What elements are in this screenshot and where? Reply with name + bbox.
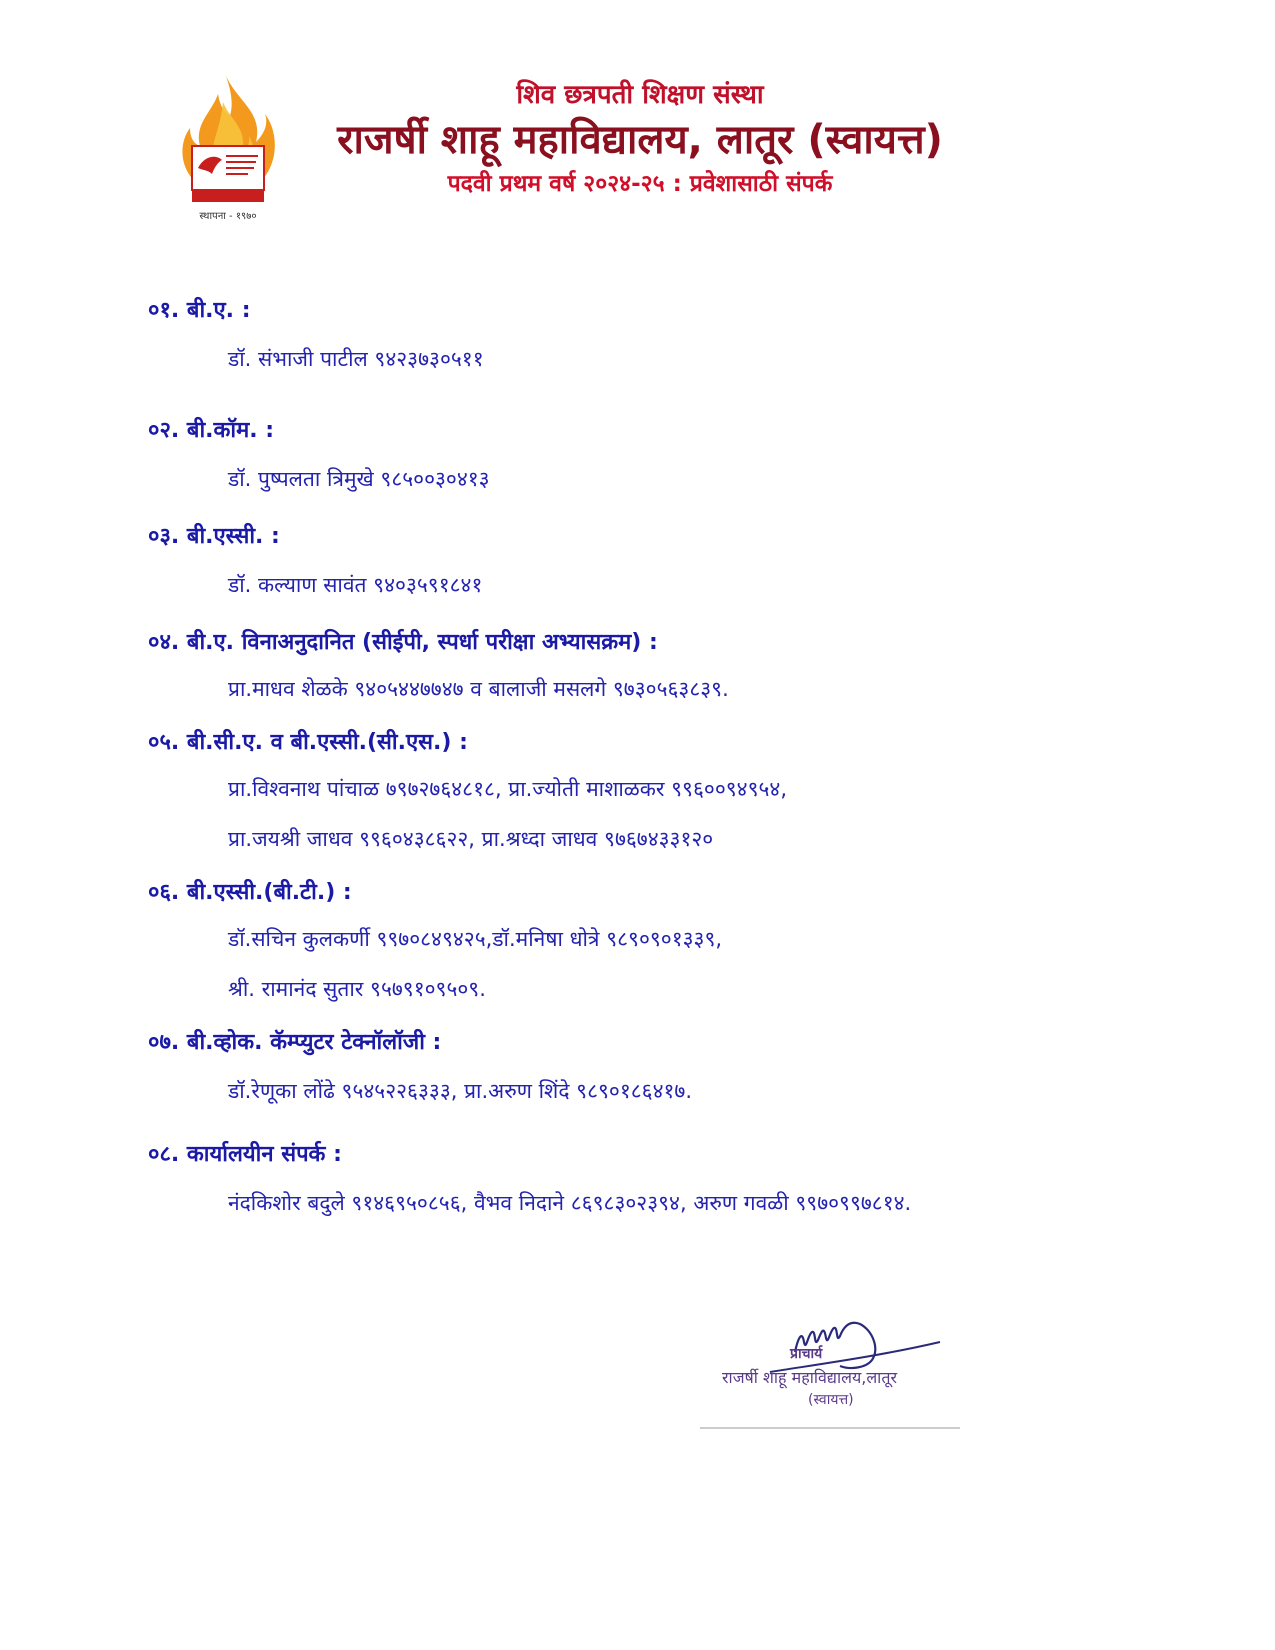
signature-title: प्राचार्य: [790, 1346, 823, 1362]
org-name: शिव छत्रपती शिक्षण संस्था: [516, 80, 764, 110]
contact-entry: [148, 522, 1148, 628]
handwritten-signature-icon: [700, 1290, 1000, 1440]
entry-heading: ०७. बी.व्होक. कॅम्प्युटर टेक्नॉलॉजी :: [148, 1030, 442, 1055]
entry-heading: ०१. बी.ए. :: [148, 298, 251, 323]
flame-emblem-icon: [168, 72, 288, 212]
title-block: [300, 78, 980, 200]
entry-heading: ०८. कार्यालयीन संपर्क :: [148, 1142, 342, 1167]
contact-entry: [148, 878, 1148, 1028]
entry-heading: ०२. बी.कॉम. :: [148, 418, 275, 443]
entry-contact-line: प्रा.जयश्री जाधव ९९६०४३८६२२, प्रा.श्रध्दा जाधव ९७६७४३३१२०: [228, 827, 714, 851]
contact-entry: [148, 296, 1148, 416]
letterhead: [0, 0, 1275, 260]
entry-heading: ०६. बी.एस्सी.(बी.टी.) :: [148, 880, 352, 905]
entry-contact-line: डॉ. कल्याण सावंत ९४०३५९१८४१: [228, 573, 483, 597]
entry-heading: ०३. बी.एस्सी. :: [148, 524, 280, 549]
contact-entry: [148, 728, 1148, 878]
entry-contact-line: डॉ. संभाजी पाटील ९४२३७३०५११: [228, 347, 484, 371]
entry-heading: ०४. बी.ए. विनाअनुदानित (सीईपी, स्पर्धा परीक्षा अभ्यासक्रम) :: [148, 630, 658, 655]
page-subtitle: पदवी प्रथम वर्ष २०२४-२५ : प्रवेशासाठी संपर्क: [447, 171, 833, 197]
entry-contact-line: प्रा.विश्वनाथ पांचाळ ७९७२७६४८१८, प्रा.ज्योती माशाळकर ९९६००९४९५४,: [228, 777, 788, 801]
signature-block: [700, 1290, 1000, 1440]
college-name: राजर्षी शाहू महाविद्यालय, लातूर (स्वायत्त): [337, 117, 943, 163]
entry-contact-line: डॉ.सचिन कुलकर्णी ९९७०८४९४२५,डॉ.मनिषा धोत्रे ९८९०९०१३३९,: [228, 927, 723, 951]
contact-list: [148, 296, 1148, 1240]
entry-contact-line: डॉ.रेणूका लोंढे ९५४५२२६३३३, प्रा.अरुण शिंदे ९८९०१८६४१७.: [228, 1079, 693, 1103]
entry-contact-line: नंदकिशोर बदुले ९१४६९५०८५६, वैभव निदाने ८६९८३०२३९४, अरुण गवळी ९९७०९९७८१४.: [228, 1191, 912, 1215]
contact-entry: [148, 628, 1148, 728]
entry-contact-line: डॉ. पुष्पलता त्रिमुखे ९८५००३०४१३: [228, 467, 490, 491]
contact-entry: [148, 416, 1148, 522]
contact-entry: [148, 1028, 1148, 1140]
entry-contact-line: श्री. रामानंद सुतार ९५७९१०९५०९.: [228, 977, 486, 1001]
logo-caption: स्थापना - १९७०: [199, 211, 257, 222]
signature-college: राजर्षी शाहू महाविद्यालय,लातूर: [722, 1368, 897, 1387]
contact-entry: [148, 1140, 1148, 1240]
entry-heading: ०५. बी.सी.ए. व बी.एस्सी.(सी.एस.) :: [148, 730, 468, 755]
entry-contact-line: प्रा.माधव शेळके ९४०५४४७७४७ व बालाजी मसलगे ९७३०५६३८३९.: [228, 677, 729, 701]
signature-suffix: (स्वायत्त): [808, 1392, 854, 1408]
